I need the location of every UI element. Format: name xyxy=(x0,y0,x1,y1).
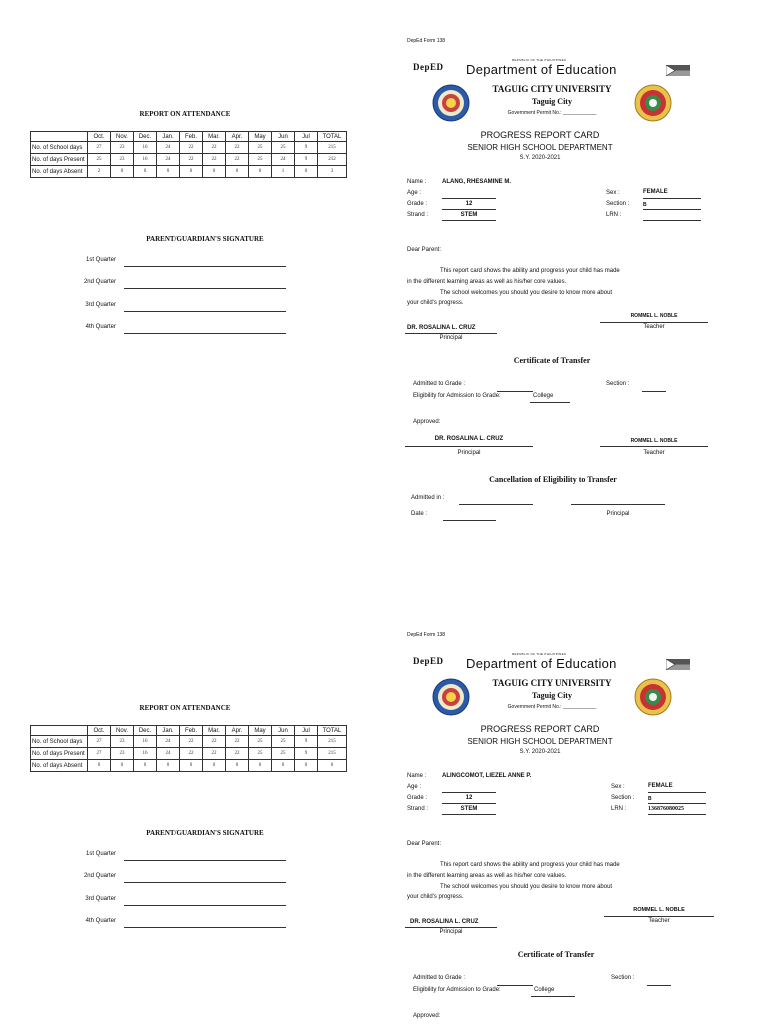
cell: 25 xyxy=(249,748,272,760)
attendance-table xyxy=(30,131,347,178)
republic-text: REPUBLIC OF THE PHILIPPINES xyxy=(512,652,567,656)
school-year: S.Y. 2020-2021 xyxy=(519,155,561,161)
cell: 23 xyxy=(111,748,134,760)
tcu-seal-icon xyxy=(634,678,672,721)
transfer-section-label: Section : xyxy=(606,381,630,387)
cell: 0 xyxy=(203,760,226,772)
department-title: Department of Education xyxy=(466,62,617,77)
letter-line: in the different learning areas as well as his/her core values. xyxy=(407,279,567,285)
cell: 2 xyxy=(88,166,111,178)
quarter-label: 2nd Quarter xyxy=(83,279,116,285)
report-card-2 xyxy=(0,594,768,1024)
student-sex: FEMALE xyxy=(648,783,673,789)
report-title: PROGRESS REPORT CARD xyxy=(480,130,600,140)
signature-title: PARENT/GUARDIAN'S SIGNATURE xyxy=(146,829,264,837)
cell: 25 xyxy=(272,736,295,748)
approved-label: Approved: xyxy=(413,419,441,425)
cell-total: 215 xyxy=(318,142,347,154)
cell: 22 xyxy=(203,154,226,166)
cell: 16 xyxy=(134,154,157,166)
lrn-label: LRN : xyxy=(606,212,622,218)
eligibility-value: College xyxy=(534,987,555,993)
date-label: Date : xyxy=(411,511,428,517)
cell: 25 xyxy=(249,154,272,166)
quarter-signature-line xyxy=(124,266,286,267)
form-number: DepEd Form 138 xyxy=(407,38,446,44)
month-header: Oct. xyxy=(88,132,111,142)
cell-total: 3 xyxy=(318,166,347,178)
report-department: SENIOR HIGH SCHOOL DEPARTMENT xyxy=(467,737,613,746)
quarter-label: 3rd Quarter xyxy=(85,302,116,308)
approved-teacher-role: Teacher xyxy=(643,450,665,456)
cell: 22 xyxy=(180,736,203,748)
strand-line xyxy=(442,220,496,221)
age-line xyxy=(442,792,496,793)
cell: 0 xyxy=(157,166,180,178)
approved-teacher-line xyxy=(600,446,708,447)
deped-logo-text: DepED xyxy=(413,62,444,72)
teacher-role: Teacher xyxy=(643,324,665,330)
student-name: ALINGCOMOT, LIEZEL ANNE P. xyxy=(442,773,532,779)
month-header: Jul xyxy=(295,132,318,142)
admitted-grade-label: Admitted to Grade : xyxy=(413,381,466,387)
cell: 0 xyxy=(134,760,157,772)
attendance-corner-cell xyxy=(31,726,88,736)
sex-label: Sex : xyxy=(606,190,620,196)
quarter-signature-line xyxy=(124,288,286,289)
age-label: Age : xyxy=(407,190,422,196)
student-lrn: 136876080025 xyxy=(648,806,684,812)
tcu-seal-icon xyxy=(634,84,672,127)
student-sex: FEMALE xyxy=(643,189,668,195)
teacher-signature-line xyxy=(604,916,714,917)
approved-principal-role: Principal xyxy=(457,450,481,456)
cell: 9 xyxy=(295,736,318,748)
admitted-grade-line xyxy=(497,985,533,986)
attendance-row-absent xyxy=(31,760,347,772)
ph-flag-svg xyxy=(666,65,690,76)
quarter-label: 4th Quarter xyxy=(85,918,116,924)
sex-line xyxy=(643,198,701,199)
cell: 0 xyxy=(203,166,226,178)
approved-label: Approved: xyxy=(413,1013,441,1019)
letter-line: in the different learning areas as well as his/her core values. xyxy=(407,873,567,879)
principal-name: DR. ROSALINA L. CRUZ xyxy=(407,325,476,331)
cell: 22 xyxy=(203,142,226,154)
cell: 23 xyxy=(111,142,134,154)
cell: 24 xyxy=(157,748,180,760)
ph-flag-svg xyxy=(666,659,690,670)
eligibility-label: Eligibility for Admission to Grade: xyxy=(413,393,501,399)
salutation: Dear Parent: xyxy=(407,247,442,253)
quarter-signature-line xyxy=(124,311,286,312)
lrn-line xyxy=(643,220,701,221)
cell: 0 xyxy=(272,760,295,772)
cell: 25 xyxy=(272,142,295,154)
deped-logo xyxy=(413,62,444,72)
letter-line: This report card shows the ability and progress your child has made xyxy=(440,268,620,274)
cell: 0 xyxy=(249,166,272,178)
name-label: Name : xyxy=(407,773,427,779)
admitted-in-label: Admitted in : xyxy=(411,495,445,501)
form-number: DepEd Form 138 xyxy=(407,632,446,638)
letter-line: The school welcomes you should you desire to know more about xyxy=(440,290,613,296)
quarter-signature-line xyxy=(124,905,286,906)
strand-label: Strand : xyxy=(407,806,429,812)
quarter-label: 1st Quarter xyxy=(85,851,116,857)
deped-seal-icon xyxy=(432,678,470,721)
cell: 25 xyxy=(88,154,111,166)
report-title: PROGRESS REPORT CARD xyxy=(480,724,600,734)
student-section: B xyxy=(648,796,652,802)
month-header: Feb. xyxy=(180,726,203,736)
ph-flag-icon xyxy=(666,657,690,675)
lrn-line xyxy=(648,814,706,815)
transfer-title: Certificate of Transfer xyxy=(517,950,595,959)
university-name: TAGUIG CITY UNIVERSITY xyxy=(492,84,612,94)
cell: 0 xyxy=(226,166,249,178)
principal-signature-line xyxy=(405,333,497,334)
cell: 24 xyxy=(157,736,180,748)
cell: 1 xyxy=(272,166,295,178)
cell: 25 xyxy=(272,748,295,760)
cell: 0 xyxy=(295,760,318,772)
principal-name: DR. ROSALINA L. CRUZ xyxy=(410,919,479,925)
month-header: Jun xyxy=(272,726,295,736)
attendance-title: REPORT ON ATTENDANCE xyxy=(139,110,231,118)
month-header: Nov. xyxy=(111,726,134,736)
grade-line xyxy=(442,209,496,210)
quarter-signature-line xyxy=(124,333,286,334)
month-header: Nov. xyxy=(111,132,134,142)
quarter-signature-line xyxy=(124,927,286,928)
section-label: Section : xyxy=(611,795,635,801)
quarter-signature-line xyxy=(124,882,286,883)
attendance-header-row xyxy=(31,132,347,142)
admitted-grade-line xyxy=(497,391,533,392)
month-header: Jan. xyxy=(157,132,180,142)
row-label: No. of School days xyxy=(31,736,88,748)
cell: 22 xyxy=(203,736,226,748)
section-line xyxy=(648,803,706,804)
month-header: Apr. xyxy=(226,132,249,142)
letter-line: This report card shows the ability and progress your child has made xyxy=(440,862,620,868)
student-name: ALANG, RHESAMINE M. xyxy=(442,179,511,185)
total-header: TOTAL xyxy=(318,726,347,736)
cell: 0 xyxy=(111,166,134,178)
grade-label: Grade : xyxy=(407,795,428,801)
cell: 24 xyxy=(157,142,180,154)
student-strand: STEM xyxy=(460,212,478,218)
approved-principal-line xyxy=(405,446,533,447)
cell: 0 xyxy=(134,166,157,178)
cell: 22 xyxy=(226,748,249,760)
cell: 9 xyxy=(295,154,318,166)
transfer-title: Certificate of Transfer xyxy=(513,356,591,365)
total-header: TOTAL xyxy=(318,132,347,142)
cell: 22 xyxy=(203,748,226,760)
salutation: Dear Parent: xyxy=(407,841,442,847)
transfer-section-line xyxy=(647,985,671,986)
month-header: May xyxy=(249,726,272,736)
cell-total: 212 xyxy=(318,154,347,166)
cell: 27 xyxy=(88,748,111,760)
row-label: No. of days Absent xyxy=(31,760,88,772)
cell: 22 xyxy=(226,736,249,748)
month-header: Jan. xyxy=(157,726,180,736)
sex-label: Sex : xyxy=(611,784,625,790)
permit-number: Government Permit No.: ____________ xyxy=(507,704,597,710)
department-title: Department of Education xyxy=(466,656,617,671)
cell-total: 215 xyxy=(318,736,347,748)
attendance-row-absent xyxy=(31,166,347,178)
transfer-section-label: Section : xyxy=(611,975,635,981)
principal-role: Principal xyxy=(439,929,463,935)
name-label: Name : xyxy=(407,179,427,185)
month-header: Feb. xyxy=(180,132,203,142)
row-label: No. of School days xyxy=(31,142,88,154)
approved-teacher-name: ROMMEL L. NOBLE xyxy=(630,438,678,444)
row-label: No. of days Present xyxy=(31,154,88,166)
row-label: No. of days Present xyxy=(31,748,88,760)
admitted-grade-label: Admitted to Grade : xyxy=(413,975,466,981)
section-line xyxy=(643,209,701,210)
sex-line xyxy=(648,792,706,793)
cell: 25 xyxy=(249,142,272,154)
signature-title: PARENT/GUARDIAN'S SIGNATURE xyxy=(146,235,264,243)
cell-total: 0 xyxy=(318,760,347,772)
tcu-seal-svg xyxy=(634,84,672,122)
cell: 16 xyxy=(134,748,157,760)
republic-text: REPUBLIC OF THE PHILIPPINES xyxy=(512,58,567,62)
admitted-in-line xyxy=(459,504,533,505)
letter-line: your child's progress. xyxy=(407,300,464,306)
cell: 23 xyxy=(111,736,134,748)
month-header: Dec. xyxy=(134,726,157,736)
eligibility-line xyxy=(531,996,575,997)
student-section: B xyxy=(643,202,647,208)
month-header: Jul xyxy=(295,726,318,736)
month-header: Jun xyxy=(272,132,295,142)
cancellation-title: Cancellation of Eligibility to Transfer xyxy=(489,475,617,484)
cell: 0 xyxy=(226,760,249,772)
quarter-label: 2nd Quarter xyxy=(83,873,116,879)
quarter-label: 1st Quarter xyxy=(85,257,116,263)
approved-principal-name: DR. ROSALINA L. CRUZ xyxy=(434,436,504,442)
cell: 0 xyxy=(157,760,180,772)
cell: 16 xyxy=(134,736,157,748)
cell: 9 xyxy=(295,748,318,760)
student-strand: STEM xyxy=(460,806,478,812)
school-year: S.Y. 2020-2021 xyxy=(519,749,561,755)
attendance-row-school-days xyxy=(31,736,347,748)
quarter-label: 4th Quarter xyxy=(85,324,116,330)
attendance-table xyxy=(30,725,347,772)
age-line xyxy=(442,198,496,199)
cell: 0 xyxy=(180,760,203,772)
deped-logo xyxy=(413,656,444,666)
cell: 0 xyxy=(180,166,203,178)
row-label: No. of days Absent xyxy=(31,166,88,178)
deped-logo-text: DepED xyxy=(413,656,444,666)
cell: 22 xyxy=(180,154,203,166)
attendance-corner-cell xyxy=(31,132,88,142)
university-city: Taguig City xyxy=(532,97,572,106)
cell: 22 xyxy=(226,142,249,154)
grade-line xyxy=(442,803,496,804)
cell: 9 xyxy=(295,142,318,154)
month-header: Mar. xyxy=(203,132,226,142)
teacher-role: Teacher xyxy=(648,918,670,924)
attendance-header-row xyxy=(31,726,347,736)
attendance-row-school-days xyxy=(31,142,347,154)
university-name: TAGUIG CITY UNIVERSITY xyxy=(492,678,612,688)
cell: 22 xyxy=(226,154,249,166)
cell-total: 215 xyxy=(318,748,347,760)
cell: 0 xyxy=(111,760,134,772)
cell: 27 xyxy=(88,142,111,154)
deped-seal-svg xyxy=(432,84,470,122)
letter-line: your child's progress. xyxy=(407,894,464,900)
grade-label: Grade : xyxy=(407,201,428,207)
eligibility-label: Eligibility for Admission to Grade: xyxy=(413,987,501,993)
lrn-label: LRN : xyxy=(611,806,627,812)
permit-number: Government Permit No.: ____________ xyxy=(507,110,597,116)
month-header: Oct. xyxy=(88,726,111,736)
cell: 27 xyxy=(88,736,111,748)
cell: 16 xyxy=(134,142,157,154)
attendance-row-present xyxy=(31,748,347,760)
eligibility-value: College xyxy=(533,393,554,399)
month-header: May xyxy=(249,132,272,142)
strand-line xyxy=(442,814,496,815)
student-grade: 12 xyxy=(465,795,473,801)
teacher-name: ROMMEL L. NOBLE xyxy=(630,313,678,319)
cell: 0 xyxy=(88,760,111,772)
date-line xyxy=(443,520,496,521)
quarter-label: 3rd Quarter xyxy=(85,896,116,902)
cell: 25 xyxy=(249,736,272,748)
student-grade: 12 xyxy=(465,201,473,207)
university-city: Taguig City xyxy=(532,691,572,700)
teacher-name: ROMMEL L. NOBLE xyxy=(633,907,685,913)
quarter-signature-line xyxy=(124,860,286,861)
cell: 0 xyxy=(249,760,272,772)
section-label: Section : xyxy=(606,201,630,207)
cell: 0 xyxy=(295,166,318,178)
attendance-row-present xyxy=(31,154,347,166)
month-header: Apr. xyxy=(226,726,249,736)
cell: 24 xyxy=(272,154,295,166)
attendance-title: REPORT ON ATTENDANCE xyxy=(139,704,231,712)
cell: 23 xyxy=(111,154,134,166)
report-department: SENIOR HIGH SCHOOL DEPARTMENT xyxy=(467,143,613,152)
month-header: Mar. xyxy=(203,726,226,736)
month-header: Dec. xyxy=(134,132,157,142)
cancellation-principal-role: Principal xyxy=(606,511,630,517)
eligibility-line xyxy=(530,402,570,403)
age-label: Age : xyxy=(407,784,422,790)
cell: 22 xyxy=(180,748,203,760)
principal-signature-line xyxy=(405,927,497,928)
strand-label: Strand : xyxy=(407,212,429,218)
cell: 24 xyxy=(157,154,180,166)
cell: 22 xyxy=(180,142,203,154)
teacher-signature-line xyxy=(600,322,708,323)
tcu-seal-svg xyxy=(634,678,672,716)
letter-line: The school welcomes you should you desire to know more about xyxy=(440,884,613,890)
cancellation-principal-line xyxy=(571,504,665,505)
deped-seal-icon xyxy=(432,84,470,127)
deped-seal-svg xyxy=(432,678,470,716)
transfer-section-line xyxy=(642,391,666,392)
ph-flag-icon xyxy=(666,63,690,81)
principal-role: Principal xyxy=(439,335,463,341)
